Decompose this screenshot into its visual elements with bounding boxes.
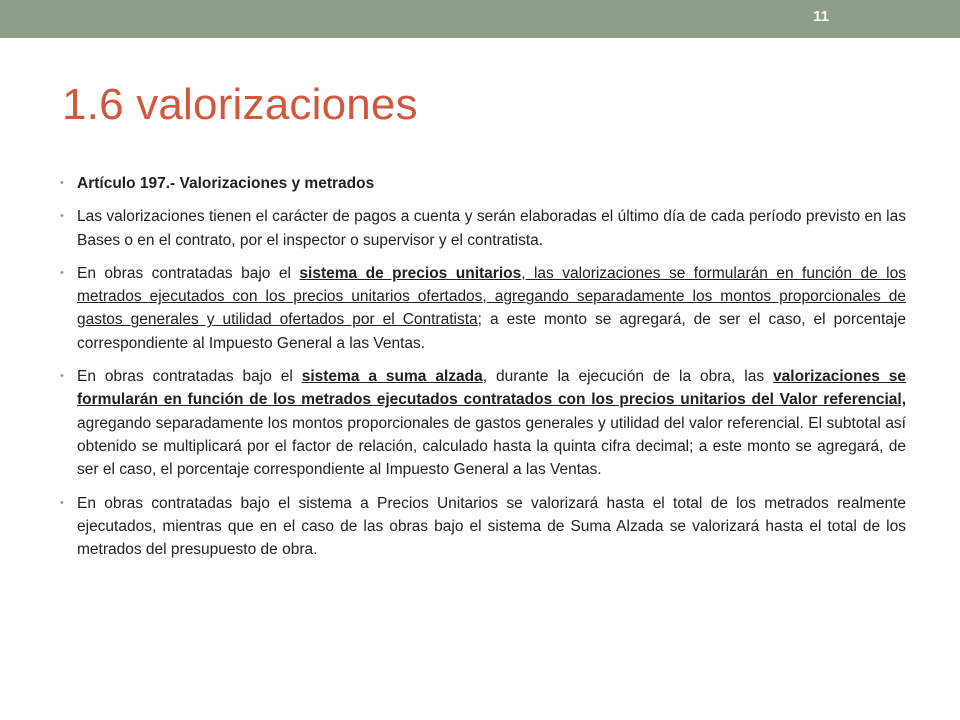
bullet-text: En obras contratadas bajo el sistema a Precios Unitarios se valorizará hasta el total de los metrados realmente ejecutados, mientras que en el caso de las obras bajo el sistema de Suma Alzada se valorizará hasta el total de los metrados del presupuesto de obra.: [77, 494, 906, 559]
bullet-text: Las valorizaciones tienen el carácter de pagos a cuenta y serán elaboradas el último día de cada período previsto en las Bases o en el contrato, por el inspector o supervisor y el contratista.: [77, 208, 906, 249]
emphasis-text: valorizaciones se formularán en función de los metrados ejecutados contratados con los precios unitarios del Valor referencial,: [77, 368, 907, 409]
bullet-article-heading: [60, 172, 906, 195]
bullet-total-metrados: [60, 492, 906, 562]
bullet-text: agregando separadamente los montos proporcionales de gastos generales y utilidad del valor referencial. El subtotal así obtenido se multiplicará por el factor de relación, calculado hasta la quinta cifra decimal; a este monto se agregará, de ser el caso, el porcentaje correspondiente al Impuesto General a las Ventas.: [77, 414, 906, 479]
bullet-list: [60, 172, 906, 571]
bullet-valorizaciones-definition: [60, 205, 906, 252]
bullet-text: En obras contratadas bajo el: [77, 368, 302, 386]
page-number: 11: [813, 8, 829, 25]
emphasis-text: sistema a suma alzada: [301, 368, 483, 386]
bullet-precios-unitarios: [60, 262, 906, 355]
article-heading: Artículo 197.- Valorizaciones y metrados: [77, 175, 375, 192]
bullet-suma-alzada: [60, 365, 906, 481]
underlined-text: , las valorizaciones se formularán en función de los metrados ejecutados con los precios unitarios ofertados, agregando separadamente los montos proporcionales de gastos generales y utilidad ofertados por el Contratista: [77, 264, 906, 329]
bullet-text: En obras contratadas bajo el: [77, 264, 300, 282]
header-bar: [0, 0, 960, 38]
bullet-text: , durante la ejecución de la obra, las: [482, 368, 774, 386]
emphasis-text: sistema de precios unitarios: [299, 264, 522, 282]
slide-title: 1.6 valorizaciones: [62, 80, 418, 129]
bullet-text: ; a este monto se agregará, de ser el caso, el porcentaje correspondiente al Impuesto General a las Ventas.: [77, 311, 906, 352]
